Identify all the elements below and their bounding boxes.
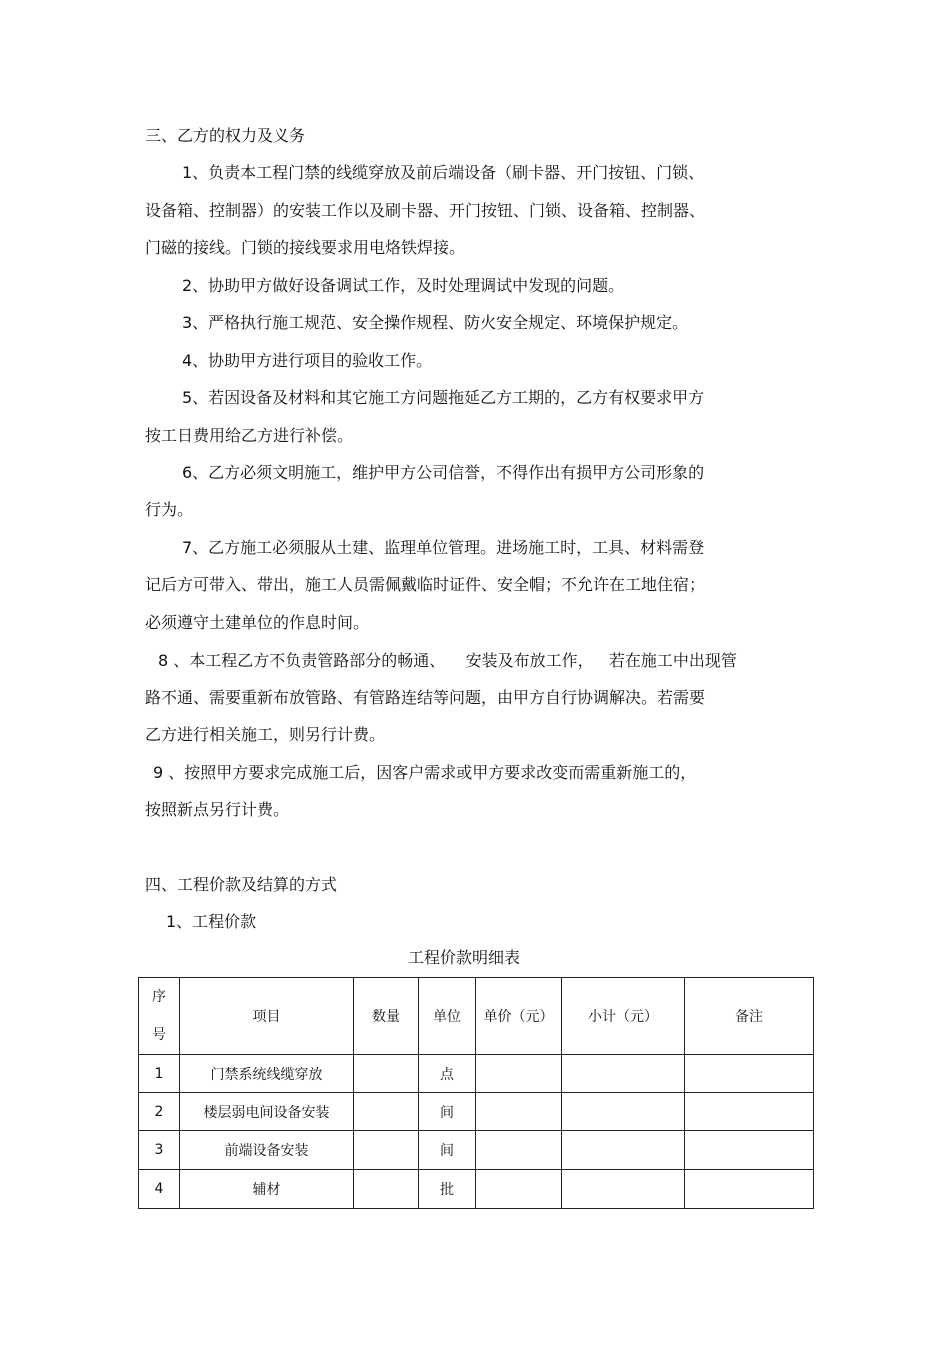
header-remark: 备注 — [685, 978, 814, 1055]
table-row — [139, 1093, 814, 1131]
cell-unit: 点 — [419, 1055, 476, 1093]
cell-item: 前端设备安装 — [180, 1131, 354, 1170]
cell-price — [476, 1093, 562, 1131]
cell-subtotal — [562, 1131, 685, 1170]
paragraph-line: 必须遵守土建单位的作息时间。 — [145, 613, 370, 632]
paragraph-line: 7、乙方施工必须服从土建、监理单位管理。进场施工时，工具、材料需登 — [182, 538, 705, 557]
paragraph-line: 按照新点另行计费。 — [145, 800, 290, 819]
paragraph-line: 1、负责本工程门禁的线缆穿放及前后端设备（刷卡器、开门按钮、门锁、 — [182, 163, 705, 182]
cell-price — [476, 1055, 562, 1093]
section-3-heading: 三、乙方的权力及义务 — [145, 126, 306, 145]
header-seq-bottom: 号 — [152, 1027, 166, 1043]
header-subtotal: 小计（元） — [562, 978, 685, 1055]
paragraph-line: 4、协助甲方进行项目的验收工作。 — [182, 351, 433, 370]
paragraph-line: 乙方进行相关施工，则另行计费。 — [145, 725, 386, 744]
table-row — [139, 1055, 814, 1093]
cell-qty — [354, 1055, 419, 1093]
cell-price — [476, 1170, 562, 1209]
cell-remark — [685, 1131, 814, 1170]
header-qty: 数量 — [354, 978, 419, 1055]
paragraph-line: 9 、按照甲方要求完成施工后，因客户需求或甲方要求改变而需重新施工的， — [153, 763, 697, 782]
header-unit: 单位 — [419, 978, 476, 1055]
table-title: 工程价款明细表 — [408, 948, 521, 967]
header-seq-top: 序 — [152, 989, 166, 1005]
table-row — [139, 1170, 814, 1209]
cell-remark — [685, 1093, 814, 1131]
paragraph-line: 按工日费用给乙方进行补偿。 — [145, 426, 354, 445]
cell-subtotal — [562, 1170, 685, 1209]
paragraph-line: 2、协助甲方做好设备调试工作，及时处理调试中发现的问题。 — [182, 276, 625, 295]
paragraph-line: 设备箱、控制器）的安装工作以及刷卡器、开门按钮、门锁、设备箱、控制器、 — [145, 201, 706, 220]
paragraph-line: 门磁的接线。门锁的接线要求用电烙铁焊接。 — [145, 238, 466, 257]
cell-remark — [685, 1170, 814, 1209]
cell-seq: 2 — [139, 1093, 180, 1131]
cell-subtotal — [562, 1093, 685, 1131]
cell-seq: 3 — [139, 1131, 180, 1170]
cell-price — [476, 1131, 562, 1170]
cell-qty — [354, 1170, 419, 1209]
paragraph-line: 记后方可带入、带出，施工人员需佩戴临时证件、安全帽；不允许在工地住宿； — [145, 575, 706, 594]
cell-qty — [354, 1093, 419, 1131]
cell-subtotal — [562, 1055, 685, 1093]
price-table — [138, 977, 814, 1209]
cell-item: 门禁系统线缆穿放 — [180, 1055, 354, 1093]
cell-item: 辅材 — [180, 1170, 354, 1209]
header-seq — [139, 978, 180, 1055]
table-row — [139, 1131, 814, 1170]
cell-item: 楼层弱电间设备安装 — [180, 1093, 354, 1131]
cell-unit: 间 — [419, 1131, 476, 1170]
paragraph-line: 3、严格执行施工规范、安全操作规程、防火安全规定、环境保护规定。 — [182, 313, 689, 332]
cell-unit: 间 — [419, 1093, 476, 1131]
paragraph-line: 路不通、需要重新布放管路、有管路连结等问题，由甲方自行协调解决。若需要 — [145, 688, 706, 707]
table-header-row — [139, 978, 814, 1055]
header-price: 单价（元） — [476, 978, 562, 1055]
header-item: 项目 — [180, 978, 354, 1055]
section-4-heading: 四、工程价款及结算的方式 — [145, 875, 338, 894]
paragraph-line: 5、若因设备及材料和其它施工方问题拖延乙方工期的，乙方有权要求甲方 — [182, 388, 705, 407]
cell-remark — [685, 1055, 814, 1093]
cell-seq: 4 — [139, 1170, 180, 1209]
cell-seq: 1 — [139, 1055, 180, 1093]
paragraph-line: 行为。 — [145, 500, 194, 519]
cell-unit: 批 — [419, 1170, 476, 1209]
subsection-heading: 1、工程价款 — [166, 912, 257, 931]
paragraph-line: 6、乙方必须文明施工，维护甲方公司信誉，不得作出有损甲方公司形象的 — [182, 463, 705, 482]
paragraph-line: 8 、本工程乙方不负责管路部分的畅通、 安装及布放工作， 若在施工中出现管 — [158, 651, 737, 670]
cell-qty — [354, 1131, 419, 1170]
